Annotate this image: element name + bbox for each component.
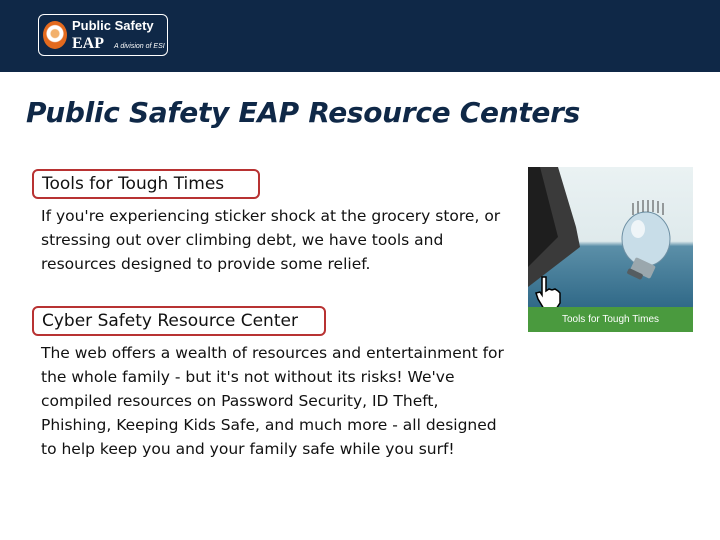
header-bar <box>0 0 720 72</box>
public-safety-eap-logo[interactable] <box>38 14 168 56</box>
cyber-safety-description: The web offers a wealth of resources and entertainment for the whole family - but it's not without its risks! We've compiled resources on Password Security, ID Theft, Phishing, Keeping Kids Safe, and much more - all designed to help keep you and your family safe while you surf! <box>41 344 504 458</box>
tools-for-tough-times-link[interactable]: Tools for Tough Times <box>32 169 260 199</box>
logo-tagline: A division of ESI <box>114 43 165 50</box>
seal-icon <box>43 21 67 49</box>
hand-pointer-icon <box>534 275 564 311</box>
thumbnail-caption: Tools for Tough Times <box>528 307 693 332</box>
tools-for-tough-times-thumbnail[interactable] <box>528 167 693 332</box>
tools-for-tough-times-description: If you're experiencing sticker shock at the grocery store, or stressing out over climbing debt, we have tools and resources designed to provide some relief. <box>41 207 501 273</box>
logo-line1: Public Safety <box>72 18 154 33</box>
page-title: Public Safety EAP Resource Centers <box>26 96 580 129</box>
logo-line2: EAP <box>72 35 104 52</box>
cyber-safety-resource-center-link[interactable]: Cyber Safety Resource Center <box>32 306 326 336</box>
